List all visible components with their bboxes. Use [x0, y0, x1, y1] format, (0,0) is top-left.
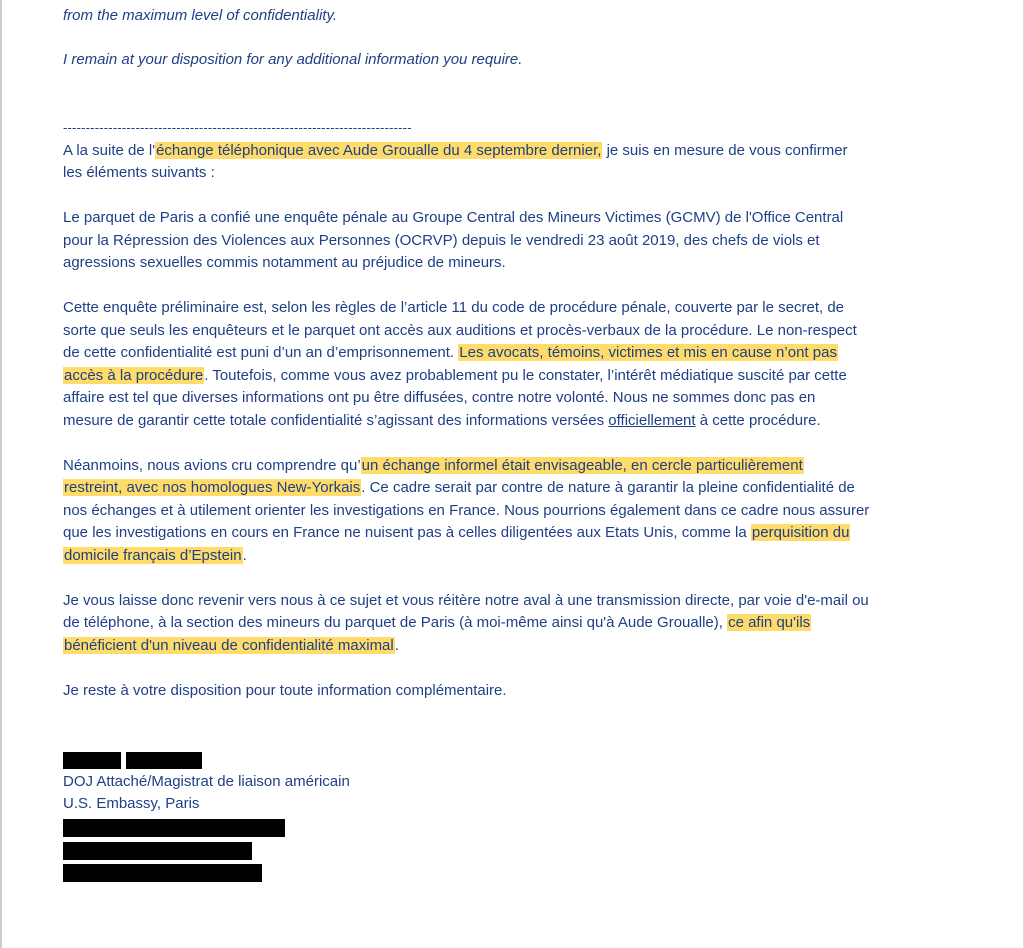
p3-l4-highlight: accès à la procédure [64, 367, 204, 384]
paragraph-5-line-2 [63, 612, 811, 634]
paragraph-2-line-1: Le parquet de Paris a confié une enquête pénale au Groupe Central des Mineurs Victimes (GCMV) de l'Office Central [63, 209, 844, 226]
p3-l3-highlight: Les avocats, témoins, victimes et mis en cause n’ont pas [459, 344, 837, 361]
p5-l3-highlight: bénéficient d'un niveau de confidentialité maximal [64, 637, 394, 654]
p4-l2-text: . Ce cadre serait par contre de nature à garantir la pleine confidentialité de [361, 479, 855, 496]
p1-text-c: je suis en mesure de vous confirmer [602, 142, 848, 159]
p5-l2-text: de téléphone, à la section des mineurs du parquet de Paris (à moi-même ainsi qu'à Aude Groualle), [63, 614, 728, 631]
p3-l6-underlined: officiellement [608, 412, 696, 429]
p3-l3-text: de cette confidentialité est puni d’un an d’emprisonnement. [63, 344, 459, 361]
redaction-contact-3 [63, 864, 262, 882]
paragraph-3-line-1: Cette enquête préliminaire est, selon les règles de l’article 11 du code de procédure pénale, couverte par le secret, de [63, 299, 845, 316]
closing-line: Je reste à votre disposition pour toute information complémentaire. [63, 682, 507, 699]
p4-l5-text: . [242, 547, 247, 564]
paragraph-1-line-2: les éléments suivants : [63, 164, 215, 181]
paragraph-3-line-3 [63, 342, 838, 364]
paragraph-2-line-2: pour la Répression des Violences aux Personnes (OCRVP) depuis le vendredi 23 août 2019, des chefs de viols et [63, 232, 820, 249]
p3-l4-text: . Toutefois, comme vous avez probablement pu le constater, l’intérêt médiatique suscité par cette [204, 367, 847, 384]
p1-highlight: échange téléphonique avec Aude Groualle du 4 septembre dernier, [156, 142, 602, 159]
redaction-contact-1 [63, 819, 285, 837]
paragraph-5-line-1: Je vous laisse donc revenir vers nous à ce sujet et vous réitère notre aval à une transmission directe, par voie d'e-mail ou [63, 592, 869, 609]
p4-l1-text: Néanmoins, nous avions cru comprendre qu’ [63, 457, 361, 474]
paragraph-5-line-3 [63, 635, 399, 657]
p4-l1-highlight: un échange informel était envisageable, en cercle particulièrement [361, 457, 803, 474]
paragraph-2-line-3: agressions sexuelles commis notamment au préjudice de mineurs. [63, 254, 506, 271]
paragraph-4-line-2 [63, 477, 855, 499]
p5-l2-highlight: ce afin qu'ils [728, 614, 811, 631]
p4-l4-text: que les investigations en cours en France ne nuisent pas à celles diligentées aux Etats Unis, comme la [63, 524, 751, 541]
paragraph-4-line-4 [63, 522, 850, 544]
paragraph-3-line-4 [63, 365, 847, 387]
signature-location: U.S. Embassy, Paris [63, 795, 200, 812]
paragraph-4-line-1 [63, 455, 804, 477]
p5-l3-text: . [394, 637, 399, 654]
redaction-name-last [126, 752, 202, 769]
paragraph-3-line-2: sorte que seuls les enquêteurs et le parquet ont accès aux auditions et procès-verbaux de la procédure. Le non-respect [63, 322, 857, 339]
p4-l4-highlight: perquisition du [751, 524, 850, 541]
p3-l6-text-c: à cette procédure. [695, 412, 821, 429]
paragraph-3-line-5: affaire est tel que diverses informations ont pu être diffusées, contre notre volonté. Nous ne sommes donc pas en [63, 389, 816, 406]
p4-l2-highlight: restreint, avec nos homologues New-Yorkais [64, 479, 361, 496]
p1-text-a: A la suite de l' [63, 142, 156, 159]
redaction-contact-2 [63, 842, 252, 860]
page-edge-left [0, 0, 2, 948]
signature-title: DOJ Attaché/Magistrat de liaison américain [63, 773, 350, 790]
english-tail-line-2: I remain at your disposition for any additional information you require. [63, 51, 523, 68]
paragraph-3-line-6 [63, 410, 821, 432]
p4-l5-highlight: domicile français d’Epstein [64, 547, 242, 564]
paragraph-4-line-3: nos échanges et à utilement orienter les investigations en France. Nous pourrions également dans ce cadre nous assurer [63, 502, 870, 519]
english-tail-line-1: from the maximum level of confidentiality. [63, 7, 337, 24]
paragraph-4-line-5 [63, 545, 247, 567]
p3-l6-text-a: mesure de garantir cette totale confidentialité s’agissant des informations versées [63, 412, 609, 429]
paragraph-1-line-1 [63, 140, 848, 162]
redaction-name-first [63, 752, 121, 769]
separator-line: ----------------------------------------------------------------------------- [63, 120, 412, 135]
